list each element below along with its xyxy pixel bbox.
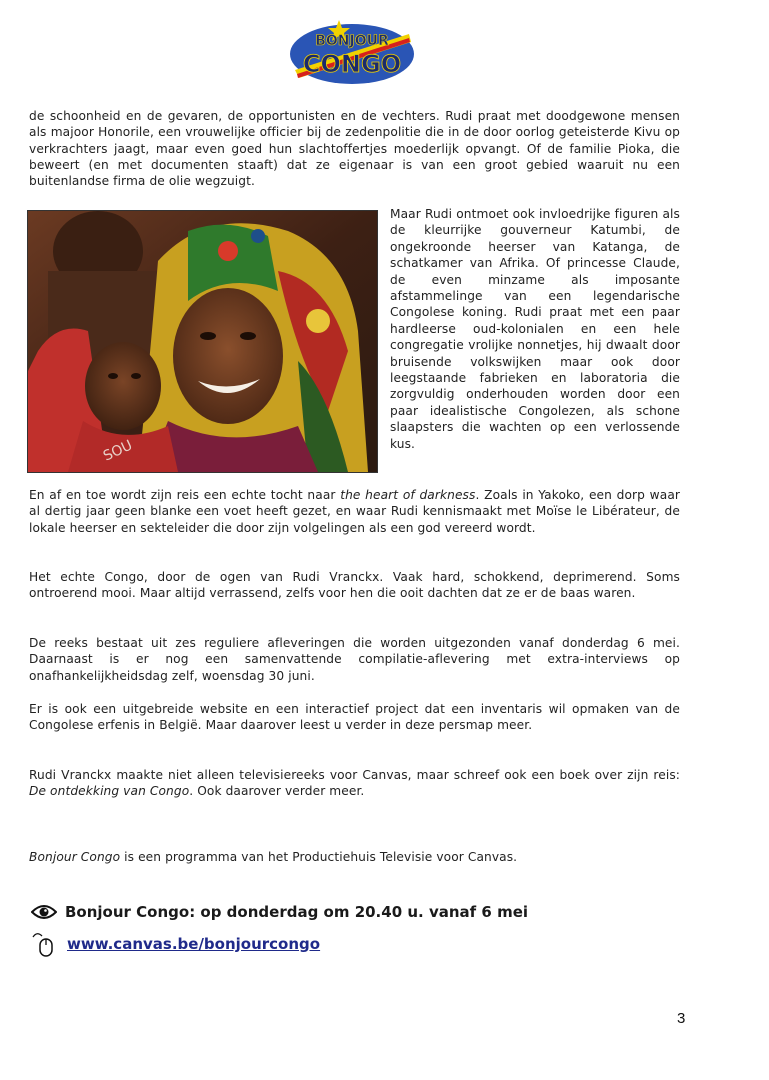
paragraph-7-text: Rudi Vranckx maakte niet alleen televisiereeks voor Canvas, maar schreef ook een boek over zijn reis:	[29, 768, 680, 782]
production-credit	[29, 849, 680, 865]
mouse-icon	[31, 931, 55, 957]
program-title: Bonjour Congo	[29, 850, 121, 864]
book-title: De ontdekking van Congo	[29, 784, 190, 799]
paragraph-intro: de schoonheid en de gevaren, de opportunisten en de vechters. Rudi praat met doodgewone mensen als majoor Honorile, een vrouwelijke officier bij de zedenpolitie die in de door oorlog geteisterde Kivu op verkrachters jaagt, maar even goed hun slachtoffertjes moederlijk opvangt. Of de familie Pioka, die beweert (en met documenten staaft) dat ze eigenaar is van een groot gebied waaruit nu een buitenlandse firma de olie wegzuigt.	[29, 109, 680, 189]
paragraph-series: De reeks bestaat uit zes reguliere afleveringen die worden uitgezonden vanaf donderdag 6 mei. Daarnaast is er nog een samenvattende compilatie-aflevering met extra-interviews op onafhankelijkheidsdag zelf, woensdag 30 juni.	[29, 636, 680, 683]
paragraph-side: Maar Rudi ontmoet ook invloedrijke figuren als de kleurrijke gouverneur Katumbi, de ongekroonde heerser van Katanga, de schatkamer van Afrika. Of princesse Claude, de even minzame als imposante afstammelinge van een legendarische Congolese koning. Rudi praat met een paar hardleerse oud-kolonialen en een hele congregatie vrolijke nonnetjes, hij dwaalt door bruisende volkswijken maar ook door leegstaande fabrieken en laboratoria die zorgvuldig onderhouden worden door een paar idealistische Congolezen, als schone slaapsters die wachten op een verlossende kus.	[390, 207, 680, 451]
paragraph-3-text: En af en toe wordt zijn reis een echte tocht naar	[29, 488, 341, 502]
website-link[interactable]: www.canvas.be/bonjourcongo	[67, 935, 321, 953]
svg-text:SOU: SOU	[100, 437, 136, 465]
paragraph-real-congo: Het echte Congo, door de ogen van Rudi Vranckx. Vaak hard, schokkend, deprimerend. Soms ontroerend mooi. Maar altijd verrassend, zelfs voor hen die ooit dachten dat ze er de baas waren.	[29, 570, 680, 601]
page-number: 3	[677, 1010, 686, 1027]
broadcast-info: Bonjour Congo: op donderdag om 20.40 u. vanaf 6 mei	[65, 903, 529, 921]
bonjour-congo-logo	[287, 18, 417, 86]
paragraph-book	[29, 767, 680, 800]
broadcast-info-line	[31, 903, 528, 921]
photo-woman-with-child	[27, 210, 378, 473]
paragraph-3-text-end: . Zoals in Yakoko, een dorp waar al dertig jaar geen blanke een voet heeft gezet, en waar Rudi kennismaakt met Moïse le Libérateur, de lokale heerser en sekteleider die door zijn volgelingen als een god vereerd wordt.	[29, 488, 681, 535]
logo-text-congo: CONGO	[302, 50, 402, 78]
credit-text: is een programma van het Productiehuis Televisie voor Canvas.	[120, 850, 518, 864]
paragraph-website: Er is ook een uitgebreide website en een interactief project dat een inventaris wil opmaken van de Congolese erfenis in België. Maar daarover leest u verder in deze persmap meer.	[29, 702, 680, 733]
eye-icon	[31, 903, 57, 921]
logo-text-bonjour: BONJOUR	[315, 33, 389, 49]
website-line	[31, 931, 320, 957]
paragraph-3-italic: the heart of darkness	[340, 488, 476, 502]
paragraph-7-text-end: . Ook daarover verder meer.	[189, 784, 365, 799]
paragraph-heart-of-darkness	[29, 487, 680, 536]
